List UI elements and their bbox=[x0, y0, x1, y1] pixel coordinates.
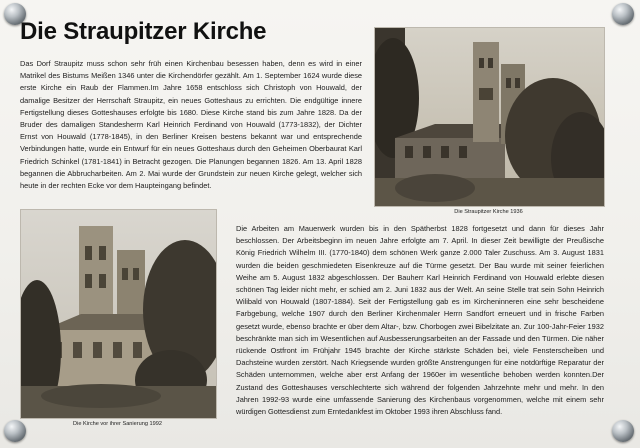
photo-caption-1936: Die Straupitzer Kirche 1936 bbox=[454, 209, 523, 215]
mounting-screw-icon bbox=[612, 420, 634, 442]
mounting-screw-icon bbox=[612, 3, 634, 25]
page-title: Die Straupitzer Kirche bbox=[20, 18, 267, 45]
history-paragraph: Die Arbeiten am Mauerwerk wurden bis in den Spätherbst 1828 fortgesetzt und dann für dieses Jahr beschlossen. Der Arbeitsbeginn im neuen Jahre erfolgte am 7. April. In dieser Zeit bewilligte der Preußische König Friedrich Wilhelm III. (1770-1840) dem schönen Werk ganze 2.000 Taler Zuschuss. Am 3. August 1831 wurden die beiden geschmiedeten Eisenkreuze auf die Türme gesetzt. Der Bau wurde mit seiner feierlichen Weihe am 5. August 1832 abgeschlossen. Der Bauherr Karl Heinrich Ferdinand von Houwald erlebte diesen schönen Tag leider nicht mehr, er schied am 2. Juni 1832 aus der Welt. An seine Stelle trat sein Sohn Heinrich Wilibald von Houwald (1807-1884). Seit der Fertigstellung gab es im Kircheninneren eine sehr bescheidene Farbgebung, welche 1907 durch den Berliner Kirchenmaler Herrn Sandfort erneuert und in frische Farben gesetzt wurde, ebenso brachte er über dem Altar-, bzw. Chorbogen zwei Bibelzitate an. Zur 100-Jahr-Feier 1932 beschränkte man sich im Wesentlichen auf Ausbesserungsarbeiten an der Fassade und den Türmen. Die näher rückende Ostfront im Frühjahr 1945 brachte der Kirche stärkste Schäden bei, viele Fensterscheiben und Dachsteine wurden zerstört. Nach Kriegsende wurden größte Anstrengungen für eine notdürftige Reparatur der Schäden unternommen, welche aber erst Anfang der 1960er im wesentliche behoben werden konnten.Der Zustand des Gotteshauses verschlechterte sich während der folgenden Jahrzehnte mehr und mehr. In den Jahren 1992-93 wurde eine umfassende Sanierung des Kirchenbaus vorgenommen, welche mit einem sehr würdigen Gottesdienst zum Erntedankfest im Oktober 1993 ihren Abschluss fand. bbox=[236, 224, 604, 417]
intro-paragraph: Das Dorf Straupitz muss schon sehr früh einen Kirchenbau besessen haben, denn es wird in einer Matrikel des Bistums Meißen 1346 unter die Kirchendörfer gezählt. Am 1. September 1624 wurde diese erste Kirche ein Raub der Flammen.Im Jahre 1658 entschloss sich Christoph von Houwald, der damalige Besitzer der Herrschaft Straupitz, ein neues Gotteshaus zu errichten. Die endgültige innere Fertigstellung dieses Gotteshauses erfolgte bis 1680. Diese Kirche stand bis zum Jahre 1828. Da der Bruder des damaligen Standesherrn Karl Heinrich Ferdinand von Houwald (1773-1832), der Dichter Ernst von Houwald (1778-1845), in den Berliner Kreisen bestens bekannt war und entsprechende Verbindungen hatte, wurde ein Entwurf für ein neues Gotteshaus durch den Geheimen Oberbaurat Karl Friedrich Schinkel (1781-1841) in Betracht gezogen. Die Planungen begannen 1826. Am 13. April 1828 begannen die Abbrucharbeiten. Am 2. Mai wurde der Grundstein zur neuen Kirche gelegt, welcher sich heute in der rechten Ecke vor dem Haupteingang befindet. bbox=[20, 59, 362, 191]
church-photo-1992 bbox=[20, 209, 217, 419]
photo-caption-1992: Die Kirche vor ihrer Sanierung 1992 bbox=[73, 421, 162, 427]
church-photo-1936 bbox=[374, 27, 605, 207]
